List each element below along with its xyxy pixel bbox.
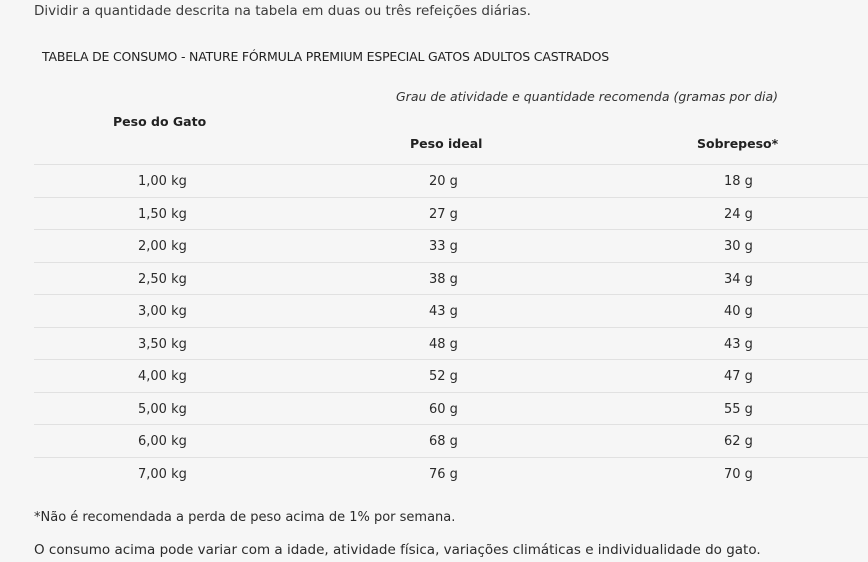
table-row xyxy=(34,294,868,327)
consumption-table-body xyxy=(34,164,868,489)
cell-overweight: 30 g xyxy=(724,239,753,254)
cell-weight: 3,50 kg xyxy=(138,336,187,352)
cell-ideal: 33 g xyxy=(429,239,458,254)
cell-overweight: 18 g xyxy=(724,174,753,189)
table-row xyxy=(34,229,868,262)
cell-weight: 2,50 kg xyxy=(138,271,187,287)
cell-overweight: 43 g xyxy=(724,336,753,352)
cell-overweight: 47 g xyxy=(724,369,753,384)
cell-ideal: 38 g xyxy=(429,271,458,287)
cell-weight: 5,00 kg xyxy=(138,401,187,417)
cell-weight: 3,00 kg xyxy=(138,304,187,319)
column-header-weight: Peso do Gato xyxy=(113,114,207,129)
table-row xyxy=(34,457,868,490)
cell-weight: 1,00 kg xyxy=(138,174,187,189)
cell-ideal: 52 g xyxy=(429,369,458,384)
activity-header: Grau de atividade e quantidade recomenda (gramas por dia) xyxy=(396,89,779,104)
cell-ideal: 68 g xyxy=(429,434,458,449)
table-row xyxy=(34,327,868,360)
cell-weight: 1,50 kg xyxy=(138,206,187,222)
cell-overweight: 40 g xyxy=(724,304,753,319)
cell-overweight: 55 g xyxy=(724,401,753,417)
cell-overweight: 24 g xyxy=(724,206,753,222)
footnote: *Não é recomendada a perda de peso acima de 1% por semana. xyxy=(34,510,456,525)
cell-weight: 6,00 kg xyxy=(138,434,187,449)
intro-text: Dividir a quantidade descrita na tabela em duas ou três refeições diárias. xyxy=(34,3,531,19)
column-header-overweight: Sobrepeso* xyxy=(697,136,779,151)
cell-weight: 2,00 kg xyxy=(138,239,187,254)
table-row xyxy=(34,424,868,457)
cell-ideal: 48 g xyxy=(429,336,458,352)
table-row xyxy=(34,197,868,230)
table-row xyxy=(34,392,868,425)
cell-ideal: 43 g xyxy=(429,304,458,319)
closing-text: O consumo acima pode variar com a idade, atividade física, variações climáticas e individualidade do gato. xyxy=(34,542,761,558)
table-title: TABELA DE CONSUMO - NATURE FÓRMULA PREMIUM ESPECIAL GATOS ADULTOS CASTRADOS xyxy=(42,49,609,64)
cell-overweight: 70 g xyxy=(724,466,753,482)
table-row xyxy=(34,262,868,295)
cell-ideal: 20 g xyxy=(429,174,458,189)
cell-ideal: 27 g xyxy=(429,206,458,222)
cell-weight: 4,00 kg xyxy=(138,369,187,384)
cell-ideal: 76 g xyxy=(429,466,458,482)
table-row xyxy=(34,359,868,392)
cell-weight: 7,00 kg xyxy=(138,466,187,482)
column-header-ideal: Peso ideal xyxy=(410,136,483,151)
cell-overweight: 62 g xyxy=(724,434,753,449)
table-row xyxy=(34,164,868,197)
cell-ideal: 60 g xyxy=(429,401,458,417)
cell-overweight: 34 g xyxy=(724,271,753,287)
